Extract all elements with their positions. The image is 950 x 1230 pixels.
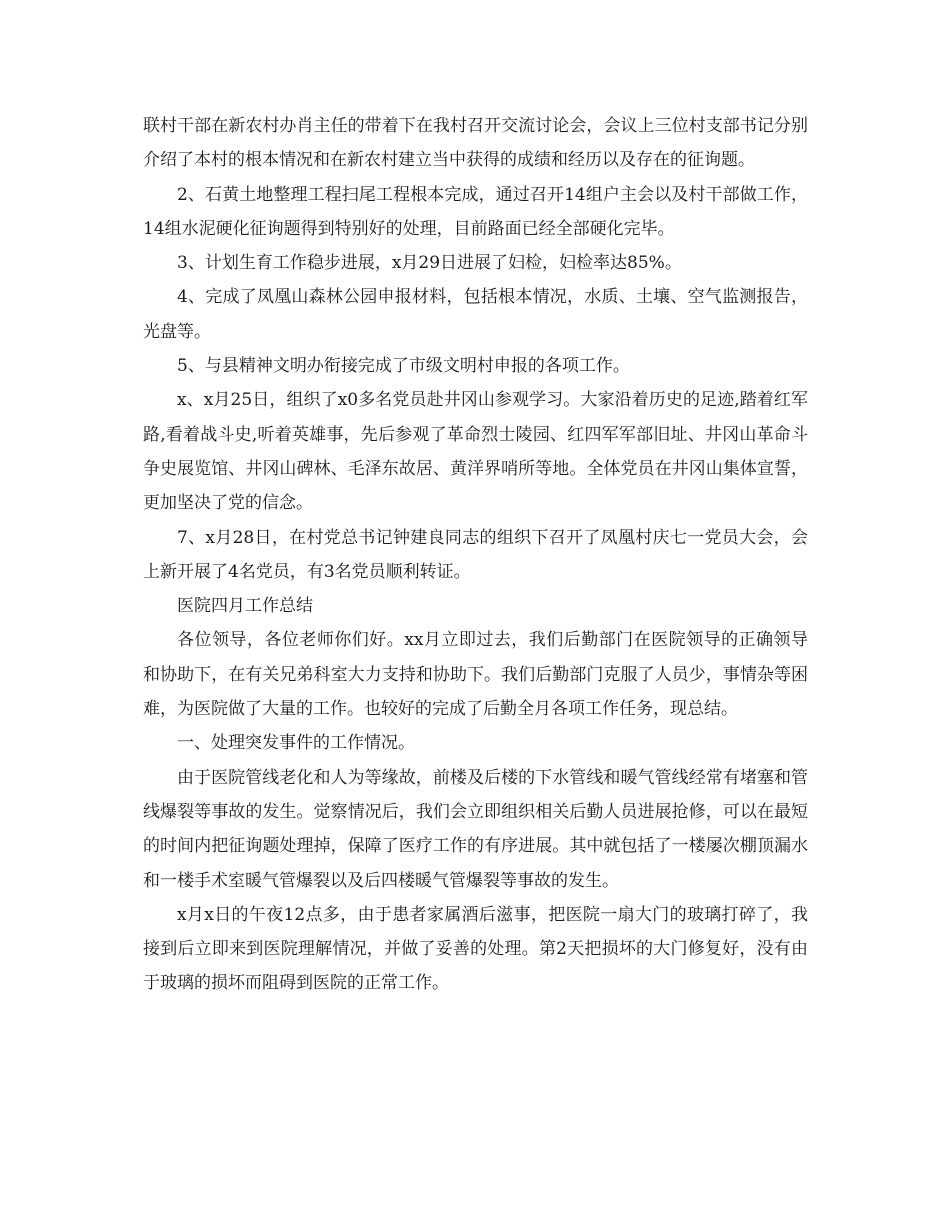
subheading-emergency-handling: 一、处理突发事件的工作情况。 — [177, 733, 415, 754]
paragraph-11: 由于医院管线老化和人为等缘故，前楼及后楼的下水管线和暖气管线经常有堵塞和管线爆裂等事故的发生。觉察情况后，我们会立即组织相关后勤人员进展抢修，可以在最短的时间内把征询题处理掉，保障了医疗工作的有序进展。其中就包括了一楼屡次棚顶漏水和一楼手术室暖气管爆裂以及后四楼暖气管爆裂等事故的发生。 — [143, 767, 808, 891]
paragraph-5: 5、与县精神文明办衔接完成了市级文明村申报的各项工作。 — [177, 356, 630, 377]
paragraph-4: 4、完成了凤凰山森林公园申报材料，包括根本情况，水质、土壤、空气监测报告，光盘等。 — [143, 287, 808, 342]
paragraph-6: x、x月25日，组织了x0多名党员赴井冈山参观学习。大家沿着历史的足迹,踏着红军路,看着战斗史,听着英雄事，先后参观了革命烈士陵园、红四军军部旧址、井冈山革命斗争史展览馆、井冈山碑林、毛泽东故居、黄洋界哨所等地。全体党员在井冈山集体宣誓，更加坚决了党的信念。 — [143, 390, 808, 514]
paragraph-2: 2、石黄土地整理工程扫尾工程根本完成，通过召开14组户主会以及村干部做工作，14组水泥硬化征询题得到特别好的处理，目前路面已经全部硬化完毕。 — [143, 184, 808, 239]
paragraph-1: 联村干部在新农村办肖主任的带着下在我村召开交流讨论会，会议上三位村支部书记分别介绍了本村的根本情况和在新农村建立当中获得的成绩和经历以及存在的征询题。 — [143, 116, 808, 171]
document-body — [143, 109, 808, 1001]
paragraph-7: 7、x月28日，在村党总书记钟建良同志的组织下召开了凤凰村庆七一党员大会，会上新开展了4名党员，有3名党员顺利转证。 — [143, 527, 808, 582]
paragraph-9: 各位领导，各位老师你们好。xx月立即过去，我们后勤部门在医院领导的正确领导和协助下，在有关兄弟科室大力支持和协助下。我们后勤部门克服了人员少，事情杂等困难，为医院做了大量的工作。也较好的完成了后勤全月各项工作任务，现总结。 — [143, 630, 808, 720]
paragraph-12: x月x日的午夜12点多，由于患者家属酒后滋事，把医院一扇大门的玻璃打碎了，我接到后立即来到医院理解情况，并做了妥善的处理。第2天把损坏的大门修复好，没有由于玻璃的损坏而阻碍到医院的正常工作。 — [143, 904, 808, 994]
paragraph-3: 3、计划生育工作稳步进展，x月29日进展了妇检，妇检率达85%。 — [177, 253, 682, 274]
section-heading-hospital-summary: 医院四月工作总结 — [177, 596, 313, 617]
